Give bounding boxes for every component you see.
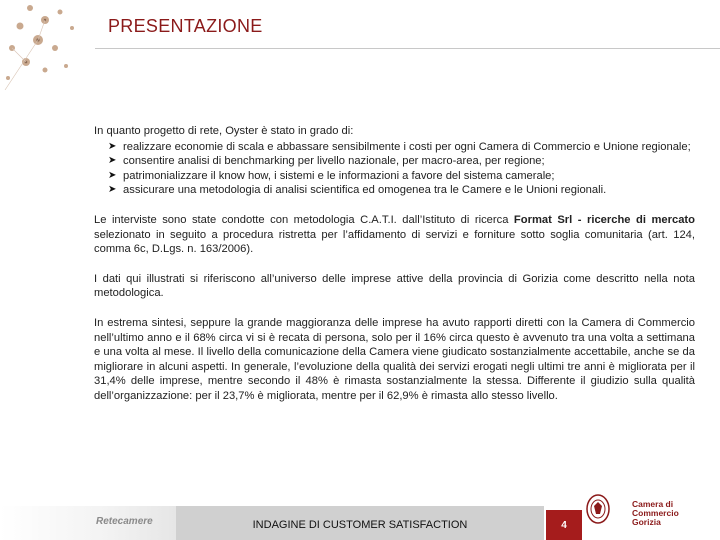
bullet-item: ➤ realizzare economie di scala e abbassare sensibilmente i costi per ogni Camera di Commercio e Unione regionale;: [108, 140, 691, 153]
page-title: PRESENTAZIONE: [108, 16, 263, 36]
chamber-logo-text: Camera di Commercio Gorizia: [632, 499, 679, 527]
arrow-bullet-icon: ➤: [108, 184, 117, 196]
title-divider: [95, 48, 720, 49]
universe-paragraph: I dati qui illustrati si riferiscono all’universo delle imprese attive della provincia di Gorizia come descritto nella nota metodologica.: [94, 272, 695, 300]
bullet-item: ➤ consentire analisi di benchmarking per livello nazionale, per macro-area, per regione;: [108, 155, 545, 168]
intro-text: In quanto progetto di rete, Oyster è stato in grado di:: [94, 125, 354, 137]
page-number: 4: [561, 520, 567, 531]
arrow-bullet-icon: ➤: [108, 169, 117, 181]
decorative-dots: [0, 0, 95, 90]
chamber-seal-icon: [585, 492, 611, 526]
methodology-paragraph: Le interviste sono state condotte con metodologia C.A.T.I. dall’Istituto di ricerca Format Srl - ricerche di mercato selezionato in seguito a procedura ristretta per l’affidamento di servizi e forniture sotto soglia comunitaria (art. 124, comma 6c, D.Lgs. n. 163/2006).: [94, 213, 695, 256]
page-number-area: [544, 506, 584, 540]
footer: [0, 506, 720, 540]
footer-left-band: [0, 506, 176, 540]
footer-title: INDAGINE DI CUSTOMER SATISFACTION: [252, 519, 468, 531]
content-body: [94, 124, 695, 404]
page-number-badge: [546, 510, 582, 540]
institute-name: Format Srl - ricerche di mercato: [513, 213, 695, 226]
arrow-bullet-icon: ➤: [108, 140, 117, 152]
summary-paragraph: In estrema sintesi, seppure la grande maggioranza delle imprese ha avuto rapporti diretti con la Camera di Commercio nell’ultimo anno e il 68% circa vi si è recata di persona, solo per il 16% circa questo è avvenuto tra una volta a settimana e una volta al mese. Il livello della comunicazione della Camera viene giudicato sostanzialmente accettabile, anche se da migliorare in alcuni aspetti. In generale, l’evoluzione della qualità dei servizi erogati negli ultimi tre anni è migliorata per il 31,4% delle imprese, mentre secondo il 48% è rimasta sostanzialmente la stessa. Differente il giudizio sulla qualità dell’organizzazione: per il 23,7% è migliorata, mentre per il 62,9% è rimasta allo stesso livello.: [94, 316, 695, 402]
retecamere-logo: Retecamere: [96, 516, 153, 527]
bullet-list: [94, 140, 695, 198]
arrow-bullet-icon: ➤: [108, 155, 117, 167]
bullet-item: ➤ patrimonializzare il know how, i sistemi e le informazioni a favore del sistema camerale;: [108, 169, 555, 182]
footer-title-band: [176, 506, 544, 540]
bullet-item: ➤ assicurare una metodologia di analisi scientifica ed omogenea tra le Camere e le Unioni regionali.: [108, 184, 607, 197]
